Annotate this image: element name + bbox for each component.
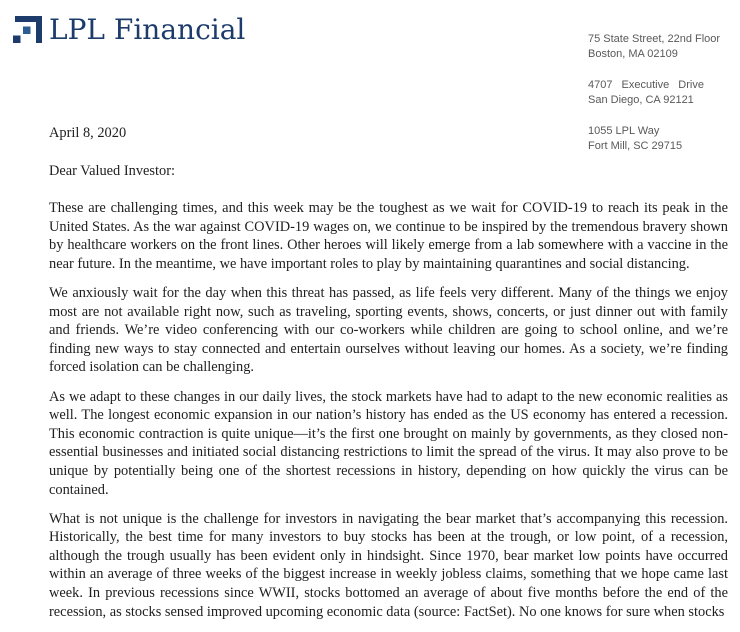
address-san-diego <box>588 78 728 108</box>
letter-date: April 8, 2020 <box>49 125 127 141</box>
letter-body <box>49 124 728 632</box>
address-line-city: Fort Mill, SC 29715 <box>588 140 683 152</box>
salutation: Dear Valued Investor: <box>49 162 176 179</box>
lpl-logo <box>12 15 245 45</box>
address-line-street: 4707 Executive Drive <box>588 79 704 91</box>
lpl-steps-icon <box>12 16 42 43</box>
paragraph-1: These are challenging times, and this week may be the toughest as we wait for COVID-19 to reach its peak in the United States. As the war against COVID-19 wages on, we continue to be inspired by the tremendous bravery shown by healthcare workers on the front lines. Other heroes will likely emerge from a lab somewhere with a vaccine in the near future. In the meantime, we have important roles to play by maintaining quarantines and social distancing. <box>49 200 728 272</box>
paragraph-3: As we adapt to these changes in our daily lives, the stock markets have had to adapt to the new economic realities as well. The longest economic expansion in our nation’s history has ended as the US economy has entered a recession. This economic contraction is quite unique—it’s the first one brought on mainly by governments, as they closed non-essential businesses and initiated social distancing restrictions to limit the spread of the virus. It may also prove to be unique by potentially being one of the shortest recessions in history, depending on how quickly the virus can be contained. <box>49 388 728 498</box>
logo-wordmark: LPL Financial <box>49 13 246 46</box>
address-line-city: San Diego, CA 92121 <box>588 94 694 106</box>
address-line-street: 75 State Street, 22nd Floor <box>588 33 721 45</box>
address-line-city: Boston, MA 02109 <box>588 48 678 60</box>
paragraph-4: What is not unique is the challenge for investors in navigating the bear market that’s accompanying this recession. Historically, the best time for many investors to buy stocks has been at the trough, or low point, of a recession, although the trough usually has been evident only in hindsight. Since 1970, bear market low points have occurred within an average of three weeks of the biggest increase in weekly jobless claims, something that we hope came last week. In previous recessions since WWII, stocks bottomed an average of about five months before the end of the recession, as stocks sensed improved upcoming economic data (source: FactSet). No one knows for sure when stocks <box>49 510 728 620</box>
address-line-street: 1055 LPL Way <box>588 125 660 137</box>
address-boston <box>588 32 728 62</box>
paragraph-2: We anxiously wait for the day when this threat has passed, as life feels very different. Many of the things we enjoy most are not available right now, such as traveling, sporting events, shows, concerts, or just dinner out with family and friends. We’re video conferencing with our co-workers while children are going to school online, and we’re finding new ways to stay connected and entertain ourselves without leaving our homes. As a society, we’re finding forced isolation can be challenging. <box>49 285 728 376</box>
